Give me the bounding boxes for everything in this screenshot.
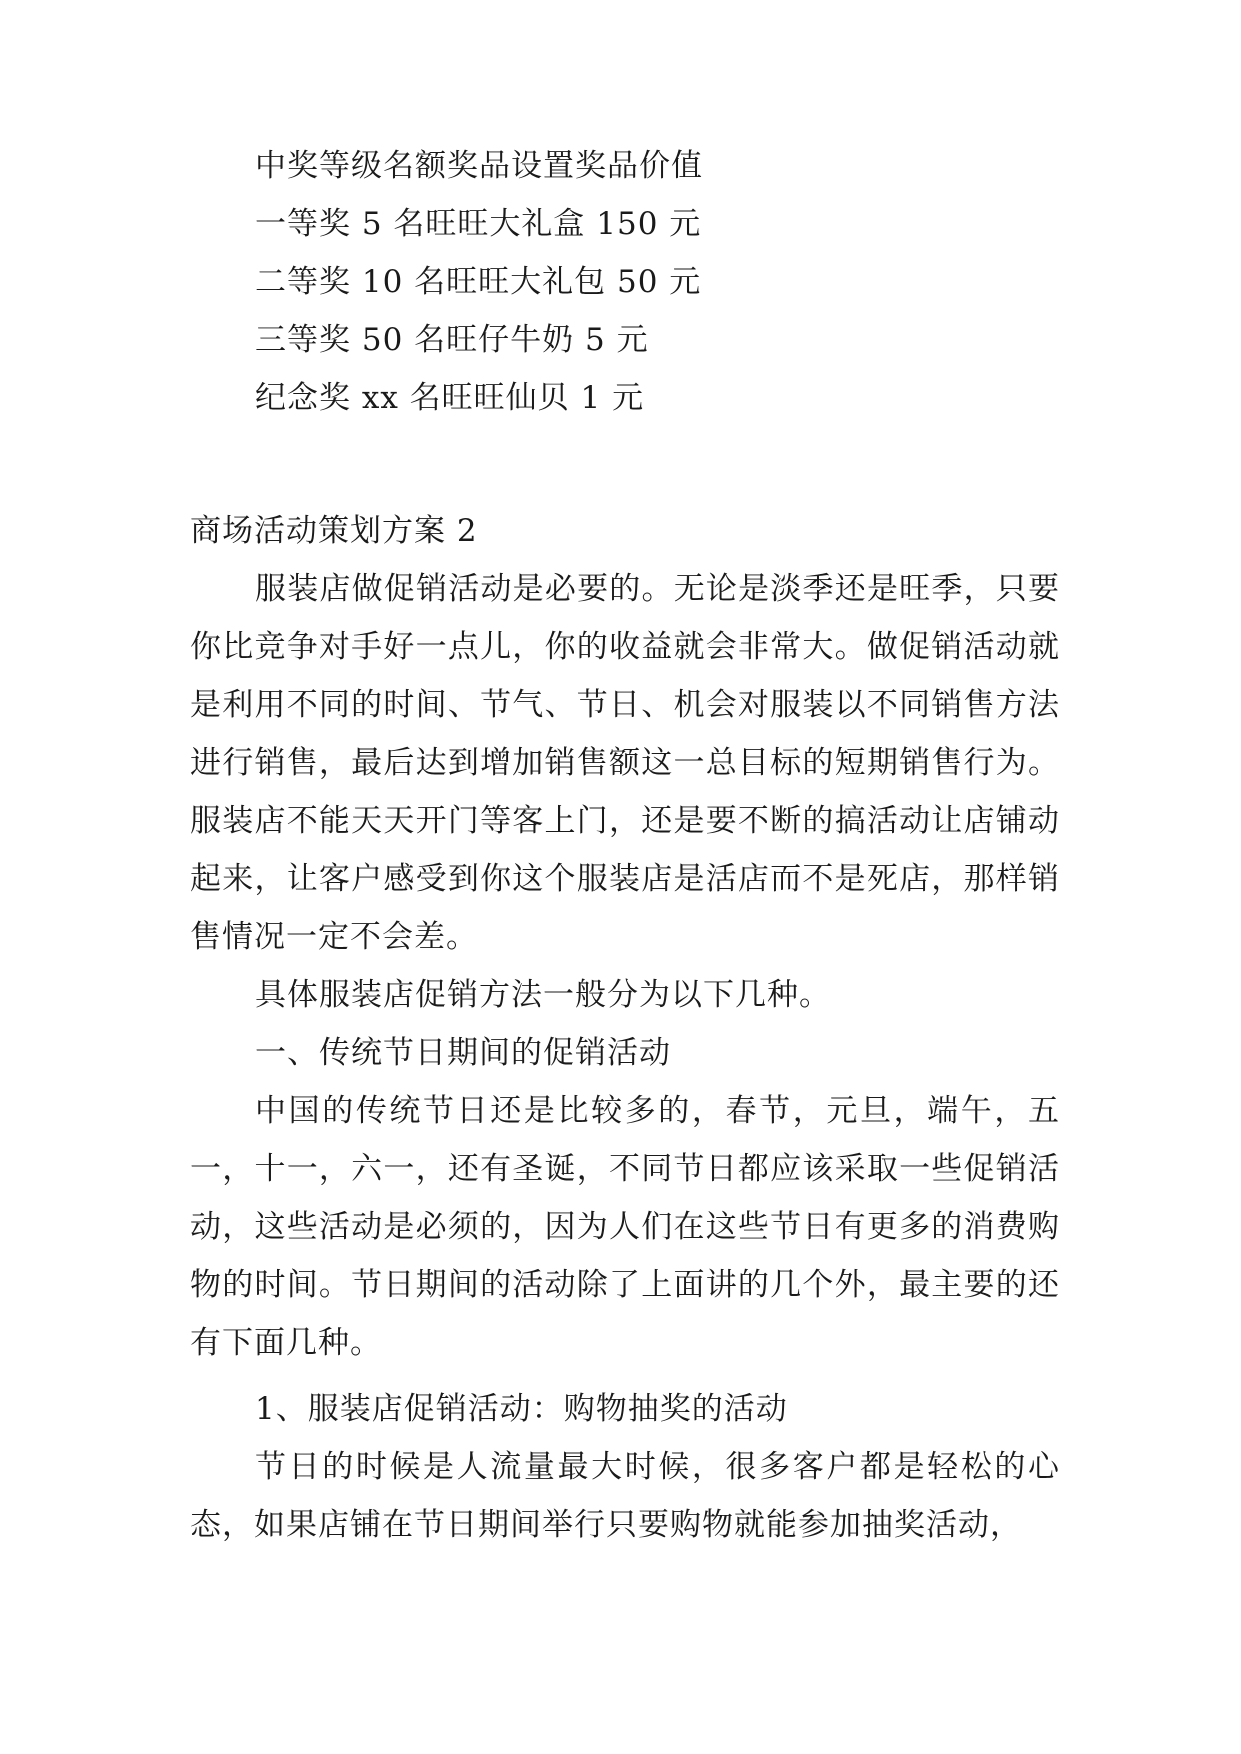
- paragraph-methods: 具体服装店促销方法一般分为以下几种。: [255, 977, 831, 1013]
- section-title: 商场活动策划方案 2: [190, 513, 478, 549]
- subheading-lottery: 1、服装店促销活动：购物抽奖的活动: [255, 1391, 788, 1427]
- prize-row-third: 三等奖 50 名旺仔牛奶 5 元: [255, 322, 649, 358]
- prize-table-header: 中奖等级名额奖品设置奖品价值: [255, 148, 703, 184]
- prize-row-souvenir: 纪念奖 xx 名旺旺仙贝 1 元: [255, 380, 645, 416]
- paragraph-lottery: 节日的时候是人流量最大时候，很多客户都是轻松的心态，如果店铺在节日期间举行只要购物就能参加抽奖活动，: [190, 1449, 1060, 1543]
- paragraph-holidays: 中国的传统节日还是比较多的，春节，元旦，端午，五一，十一，六一，还有圣诞，不同节日都应该采取一些促销活动，这些活动是必须的，因为人们在这些节日有更多的消费购物的时间。节日期间的活动除了上面讲的几个外，最主要的还有下面几种。: [190, 1093, 1060, 1361]
- prize-row-first: 一等奖 5 名旺旺大礼盒 150 元: [255, 206, 702, 242]
- prize-table: [190, 137, 1060, 427]
- prize-row-second: 二等奖 10 名旺旺大礼包 50 元: [255, 264, 702, 300]
- section-body: [190, 502, 1060, 1554]
- paragraph-intro: 服装店做促销活动是必要的。无论是淡季还是旺季，只要你比竞争对手好一点儿，你的收益就会非常大。做促销活动就是利用不同的时间、节气、节日、机会对服装以不同销售方法进行销售，最后达到增加销售额这一总目标的短期销售行为。服装店不能天天开门等客上门，还是要不断的搞活动让店铺动起来，让客户感受到你这个服装店是活店而不是死店，那样销售情况一定不会差。: [190, 571, 1060, 955]
- subheading-traditional-holidays: 一、传统节日期间的促销活动: [255, 1035, 671, 1071]
